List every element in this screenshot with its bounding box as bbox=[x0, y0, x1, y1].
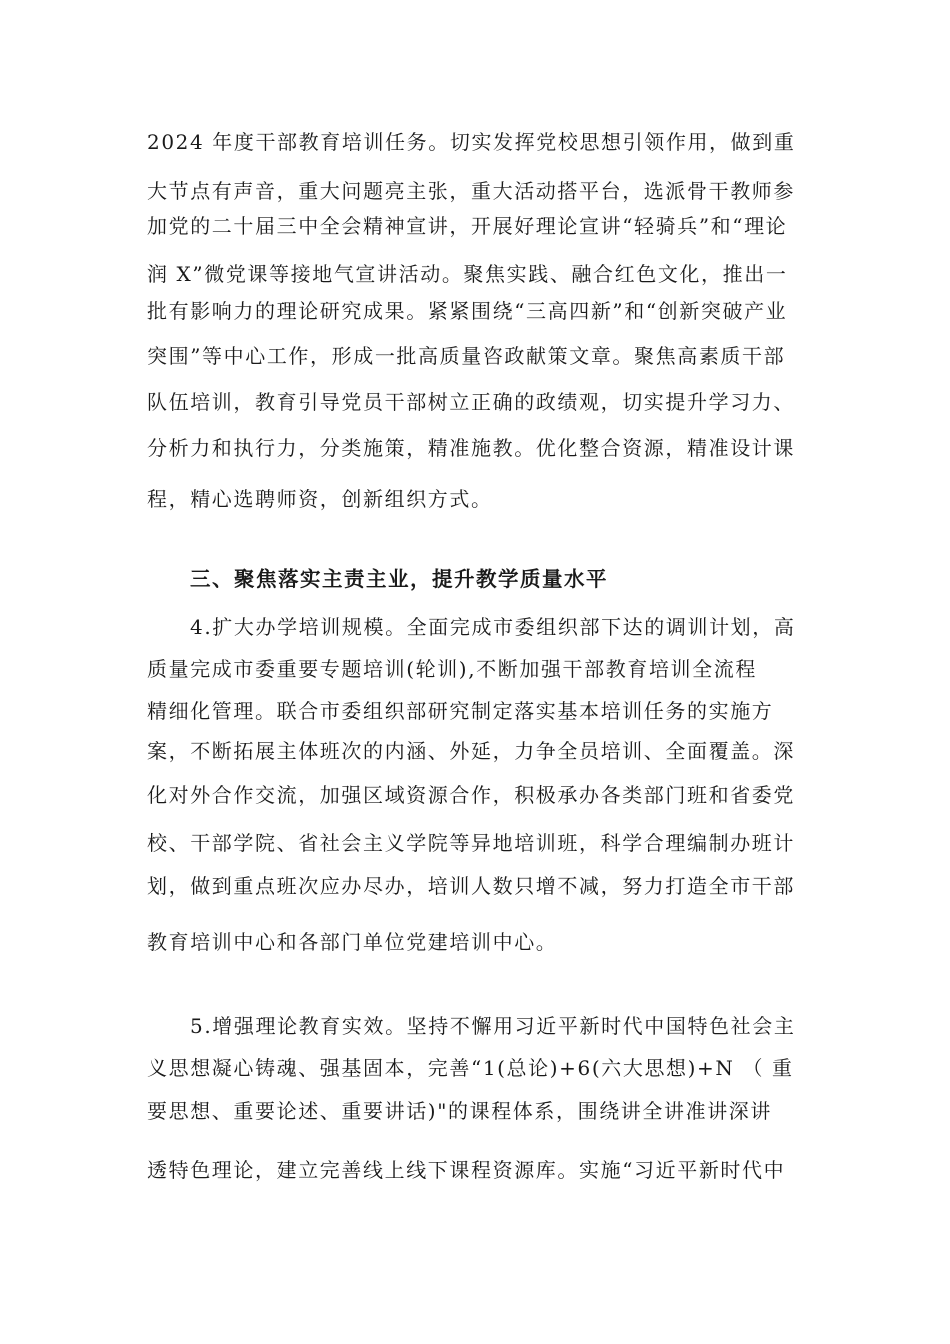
item5-line: 义思想凝心铸魂、强基固本，完善“1(总论)+6(六大思想)+N （ 重 bbox=[147, 1056, 794, 1080]
paragraph-line: 加党的二十届三中全会精神宣讲，开展好理论宣讲“轻骑兵”和“理论 bbox=[147, 214, 788, 238]
item5-line: 透特色理论，建立完善线上线下课程资源库。实施“习近平新时代中 bbox=[147, 1158, 786, 1182]
paragraph-line: 批有影响力的理论研究成果。紧紧围绕“三高四新”和“创新突破产业 bbox=[147, 299, 788, 323]
item4-line: 精细化管理。联合市委组织部研究制定落实基本培训任务的实施方 bbox=[147, 699, 774, 723]
paragraph-line: 程，精心选聘师资，创新组织方式。 bbox=[147, 487, 493, 511]
paragraph-line: 大节点有声音，重大问题亮主张，重大活动搭平台，选派骨干教师参 bbox=[147, 179, 795, 203]
item5-line: 要思想、重要论述、重要讲话)"的课程体系，围绕讲全讲准讲深讲 bbox=[147, 1099, 773, 1123]
paragraph-line: 2024 年度干部教育培训任务。切实发挥党校思想引领作用，做到重 bbox=[147, 130, 796, 154]
paragraph-line: 队伍培训，教育引导党员干部树立正确的政绩观，切实提升学习力、 bbox=[147, 390, 795, 414]
item4-line: 划，做到重点班次应办尽办，培训人数只增不减，努力打造全市干部 bbox=[147, 874, 795, 898]
item4-line: 校、干部学院、省社会主义学院等异地培训班，科学合理编制办班计 bbox=[147, 831, 795, 855]
item5-line: 5.增强理论教育实效。坚持不懈用习近平新时代中国特色社会主 bbox=[190, 1014, 796, 1038]
paragraph-line: 分析力和执行力，分类施策，精准施教。优化整合资源，精准设计课 bbox=[147, 436, 795, 460]
item4-line: 4.扩大办学培训规模。全面完成市委组织部下达的调训计划，高 bbox=[190, 615, 796, 639]
item4-line: 质量完成市委重要专题培训(轮训),不断加强干部教育培训全流程 bbox=[147, 657, 757, 681]
item4-line: 案，不断拓展主体班次的内涵、外延，力争全员培训、全面覆盖。深 bbox=[147, 739, 795, 763]
item4-line: 教育培训中心和各部门单位党建培训中心。 bbox=[147, 930, 558, 954]
item4-line: 化对外合作交流，加强区域资源合作，积极承办各类部门班和省委党 bbox=[147, 783, 795, 807]
paragraph-line: 润 X”微党课等接地气宣讲活动。聚焦实践、融合红色文化，推出一 bbox=[147, 262, 788, 286]
section-heading: 三、聚焦落实主责主业，提升教学质量水平 bbox=[190, 567, 608, 591]
paragraph-line: 突围”等中心工作，形成一批高质量咨政献策文章。聚焦高素质干部 bbox=[147, 344, 786, 368]
